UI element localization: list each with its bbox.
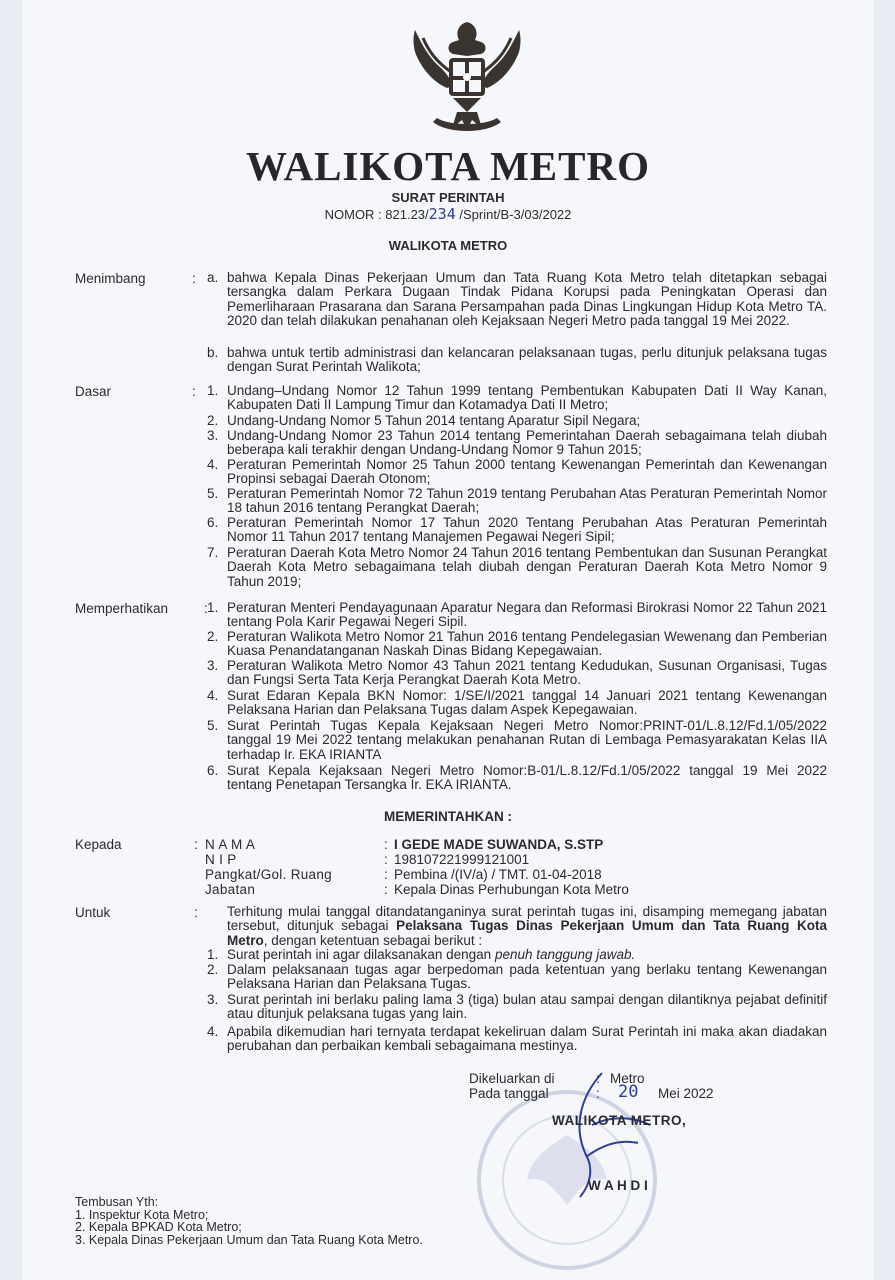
item-text: Dalam pelaksanaan tugas agar berpedoman pada ketentuan yang berlaku tentang Kewenangan Pelaksana Harian dan Pelaksana Tugas. bbox=[227, 962, 827, 992]
item-number: 1. bbox=[207, 383, 219, 398]
item-text: Peraturan Daerah Kota Metro Nomor 24 Tahun 2016 tentang Pembentukan dan Susunan Perangkat Daerah Kota Metro sebagaimana telah diubah dengan Peraturan Daerah Kota Metro Nomor 9 Tahun 2019; bbox=[227, 545, 827, 589]
item-number: b. bbox=[207, 345, 219, 360]
item-number: 2. bbox=[207, 413, 219, 428]
list-item bbox=[207, 658, 827, 688]
list-item bbox=[207, 600, 827, 630]
list-item bbox=[207, 428, 827, 458]
item-text: Surat perintah ini agar dilaksanakan dengan bbox=[227, 947, 495, 962]
field-value-jabatan: Kepala Dinas Perhubungan Kota Metro bbox=[394, 882, 629, 897]
list-item bbox=[207, 270, 827, 329]
item-text: bahwa Kepala Dinas Pekerjaan Umum dan Tata Ruang Kota Metro telah ditetapkan sebagai tersangka dalam Perkara Dugaan Tindak Pidana Korupsi pada Peningkatan Operasi dan Pemerliharaan Prasarana dan Sarana Persampahan pada Dinas Lingkungan Hidup Kota Metro TA. 2020 dan telah dilakukan penahanan oleh Kejaksaan Negeri Metro pada tanggal 19 Mei 2022. bbox=[227, 270, 827, 329]
item-text: Peraturan Menteri Pendayagunaan Aparatur Negara dan Reformasi Birokrasi Nomor 22 Tahun 2021 tentang Pola Karir Pegawai Negeri Sipil. bbox=[227, 600, 827, 630]
colon: : bbox=[384, 867, 388, 882]
colon: : bbox=[192, 271, 196, 286]
field-label: Pangkat/Gol. Ruang bbox=[205, 867, 332, 882]
list-item bbox=[207, 457, 827, 487]
list-item bbox=[207, 763, 827, 793]
item-number: 3. bbox=[207, 428, 219, 443]
colon: : bbox=[194, 905, 198, 920]
section-label-untuk: Untuk bbox=[75, 905, 111, 920]
item-text: Peraturan Pemerintah Nomor 25 Tahun 2000 tentang Kewenangan Pemerintah dan Kewenangan Propinsi sebagai Daerah Otonom; bbox=[227, 457, 827, 487]
field-label: N I P bbox=[205, 852, 237, 867]
issued-at-label: Dikeluarkan di bbox=[469, 1071, 555, 1086]
item-text: bahwa untuk tertib administrasi dan kelancaran pelaksanaan tugas, perlu ditunjuk pelaksana tugas dengan Surat Perintah Walikota; bbox=[227, 345, 827, 375]
list-item bbox=[207, 947, 827, 962]
item-number: 7. bbox=[207, 545, 219, 560]
item-number: 4. bbox=[207, 688, 219, 703]
list-item bbox=[207, 1024, 827, 1054]
item-number: 4. bbox=[207, 1024, 219, 1039]
item-text: Undang-Undang Nomor 5 Tahun 2014 tentang Aparatur Sipil Negara; bbox=[227, 413, 641, 428]
number-suffix: /Sprint/B-3/03/2022 bbox=[455, 207, 572, 222]
list-item bbox=[207, 345, 827, 375]
letter-title: WALIKOTA METRO bbox=[246, 143, 650, 189]
issued-day-handwritten: 20 bbox=[618, 1082, 639, 1102]
list-item bbox=[207, 383, 827, 413]
item-text: Surat perintah ini berlaku paling lama 3 (tiga) bulan atau sampai dengan dilantiknya pejabat definitif atau ditunjuk pelaksana tugas yang lain. bbox=[227, 992, 827, 1022]
field-label: N A M A bbox=[205, 837, 256, 852]
section-label-kepada: Kepada bbox=[75, 837, 122, 852]
item-text: Apabila dikemudian hari ternyata terdapat kekeliruan dalam Surat Perintah ini maka akan diadakan perubahan dan perbaikan kembali sebagaimana mestinya. bbox=[227, 1024, 827, 1054]
colon: : bbox=[384, 852, 388, 867]
section-label-memperhatikan: Memperhatikan bbox=[75, 601, 169, 616]
garuda-emblem-icon bbox=[407, 12, 527, 137]
field-value-nama: I GEDE MADE SUWANDA, S.STP bbox=[394, 837, 604, 852]
item-number: 6. bbox=[207, 763, 219, 778]
list-item bbox=[207, 962, 827, 992]
item-number: 3. bbox=[207, 658, 219, 673]
tembusan-block bbox=[75, 1196, 423, 1246]
item-number: 4. bbox=[207, 457, 219, 472]
list-item bbox=[207, 629, 827, 659]
item-number: 3. bbox=[207, 992, 219, 1007]
item-number: a. bbox=[207, 270, 219, 285]
intro-bold-text: Pelaksana Tugas Dinas Pekerjaan Umum dan Tata Ruang Kota Metro bbox=[227, 918, 828, 948]
colon: : bbox=[596, 1086, 600, 1101]
item-text: Surat Perintah Tugas Kepala Kejaksaan Negeri Metro Nomor:PRINT-01/L.8.12/Fd.1/05/2022 tanggal 19 Mei 2022 tentang melakukan penahanan Rutan di Lembaga Pemasyarakatan Kelas IIA terhadap Ir. EKA IRIANTA bbox=[227, 718, 827, 762]
item-text: Surat Edaran Kepala BKN Nomor: 1/SE/I/2021 tanggal 14 Januari 2021 tentang Kewenangan Pelaksana Harian dan Pelaksana Tugas dalam Aspek Kepegawaian. bbox=[227, 688, 827, 718]
field-label: Jabatan bbox=[205, 882, 256, 897]
item-text: Undang-Undang Nomor 23 Tahun 2014 tentang Pemerintahan Daerah sebagaimana telah diubah beberapa kali terakhir dengan Undang-Undang Nomor 9 Tahun 2015; bbox=[227, 428, 827, 458]
item-number: 5. bbox=[207, 718, 219, 733]
section-label-menimbang: Menimbang bbox=[75, 271, 146, 286]
item-number: 2. bbox=[207, 962, 219, 977]
colon: : bbox=[194, 837, 198, 852]
issued-month-year: Mei 2022 bbox=[658, 1086, 714, 1101]
letter-page bbox=[22, 0, 874, 1280]
item-text: Peraturan Walikota Metro Nomor 43 Tahun 2021 tentang Kedudukan, Susunan Organisasi, Tugas dan Fungsi Serta Tata Kerja Perangkat Daerah Kota Metro. bbox=[227, 658, 827, 688]
item-text: Surat Kepala Kejaksaan Negeri Metro Nomor:B-01/L.8.12/Fd.1/05/2022 tanggal 19 Mei 2022 tentang Penetapan Tersangka Ir. EKA IRIANTA. bbox=[227, 763, 827, 793]
list-item bbox=[207, 515, 827, 545]
field-value-pangkat: Pembina /(IV/a) / TMT. 01-04-2018 bbox=[394, 867, 602, 882]
item-text: Peraturan Pemerintah Nomor 17 Tahun 2020 Tentang Perubahan Atas Peraturan Pemerintah Nomor 11 Tahun 2017 tentang Manajemen Pegawai Negeri Sipil; bbox=[227, 515, 827, 545]
colon: : bbox=[384, 882, 388, 897]
colon: : bbox=[596, 1071, 600, 1086]
list-item bbox=[207, 413, 827, 428]
document-type: SURAT PERINTAH bbox=[391, 190, 505, 205]
colon: : bbox=[192, 384, 196, 399]
item-text: Peraturan Walikota Metro Nomor 21 Tahun 2016 tentang Pendelegasian Wewenang dan Pemberian Kuasa Penandatanganan Naskah Dinas Bidang Kepegawaian. bbox=[227, 629, 827, 659]
colon: : bbox=[384, 837, 388, 852]
colon: : bbox=[204, 601, 208, 616]
item-italic-text: penuh tanggung jawab. bbox=[494, 947, 636, 962]
tembusan-item: 2. Kepala BPKAD Kota Metro; bbox=[75, 1220, 242, 1234]
list-item bbox=[207, 545, 827, 589]
list-item bbox=[207, 486, 827, 516]
issued-date-label: Pada tanggal bbox=[469, 1086, 549, 1101]
item-text: Peraturan Pemerintah Nomor 72 Tahun 2019 tentang Perubahan Atas Peraturan Pemerintah Nomor 18 tahun 2016 tentang Perangkat Daerah; bbox=[227, 486, 827, 516]
untuk-intro bbox=[227, 905, 827, 948]
item-number: 1. bbox=[207, 947, 219, 962]
signer-position: WALIKOTA METRO, bbox=[552, 1113, 687, 1128]
list-item bbox=[207, 718, 827, 762]
tembusan-item: 3. Kepala Dinas Pekerjaan Umum dan Tata Ruang Kota Metro. bbox=[75, 1232, 423, 1247]
document-number bbox=[22, 205, 874, 223]
intro-text-end: , dengan ketentuan sebagai berikut : bbox=[263, 932, 483, 948]
tembusan-item: 1. Inspektur Kota Metro; bbox=[75, 1207, 209, 1222]
signer-name: W A H D I bbox=[588, 1178, 648, 1193]
section-label-dasar: Dasar bbox=[75, 384, 112, 399]
item-number: 5. bbox=[207, 486, 219, 501]
memerintahkan-heading: MEMERINTAHKAN : bbox=[384, 809, 512, 824]
item-number: 1. bbox=[207, 600, 219, 615]
item-number: 6. bbox=[207, 515, 219, 530]
item-text: Undang–Undang Nomor 12 Tahun 1999 tentang Pembentukan Kabupaten Dati II Way Kanan, Kabupaten Dati II Lampung Timur dan Kotamadya Dati II Metro; bbox=[227, 383, 827, 413]
item-number: 2. bbox=[207, 629, 219, 644]
list-item bbox=[207, 992, 827, 1022]
number-handwritten: 234 bbox=[428, 205, 456, 223]
intro-text: Terhitung mulai tanggal ditandatanganinya surat perintah tugas ini, disamping memegang jabatan tersebut, ditunjuk sebagai bbox=[227, 904, 827, 934]
tembusan-label: Tembusan Yth: bbox=[75, 1195, 159, 1209]
field-value-nip: 198107221999121001 bbox=[394, 852, 530, 867]
issuer-heading: WALIKOTA METRO bbox=[388, 238, 508, 253]
issued-at-value: Metro bbox=[610, 1071, 645, 1086]
list-item bbox=[207, 688, 827, 718]
number-prefix: NOMOR : 821.23/ bbox=[324, 207, 429, 222]
